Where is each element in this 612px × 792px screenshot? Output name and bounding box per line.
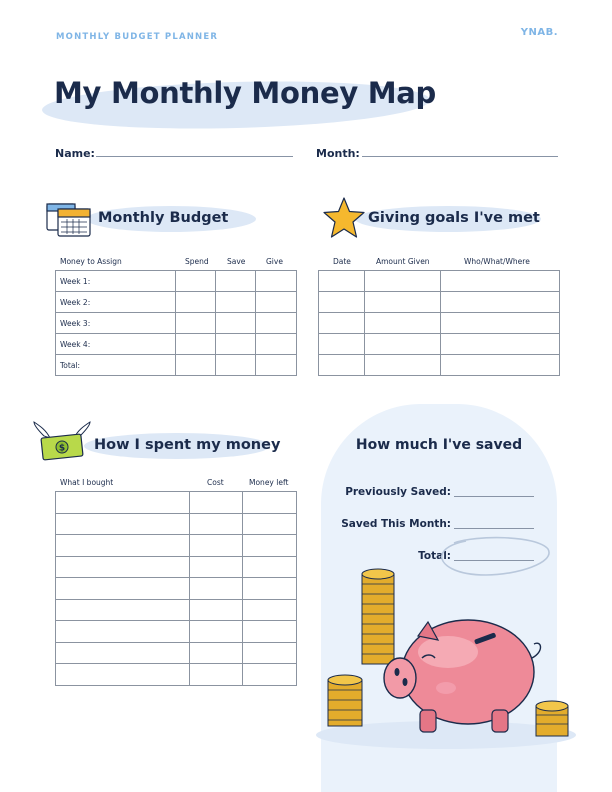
table-row [319, 271, 560, 292]
month-field[interactable] [362, 156, 558, 157]
page-title: My Monthly Money Map [54, 76, 437, 110]
giving-title: Giving goals I've met [368, 210, 540, 226]
month-label: Month: [316, 147, 360, 160]
table-row [56, 334, 297, 355]
spent-title: How I spent my money [94, 437, 281, 453]
star-icon [322, 196, 366, 240]
table-row [56, 513, 297, 535]
spent-col-left: Money left [249, 478, 289, 487]
budget-col-save: Save [227, 257, 246, 266]
brand-logo: YNAB. [520, 27, 558, 38]
table-row [56, 578, 297, 600]
spent-col-cost: Cost [207, 478, 224, 487]
budget-row-label: Week 1: [56, 271, 176, 292]
budget-row-label: Total: [56, 355, 176, 376]
saved-title: How much I've saved [355, 437, 523, 453]
table-row [319, 355, 560, 376]
spent-table [55, 491, 297, 686]
budget-title: Monthly Budget [98, 210, 229, 226]
table-row [319, 292, 560, 313]
table-row [319, 334, 560, 355]
coin-stack-icon [362, 569, 394, 664]
table-row [56, 492, 297, 514]
giving-table [318, 270, 560, 376]
budget-col-spend: Spend [185, 257, 209, 266]
total-saved-label: Total: [418, 550, 451, 562]
budget-table [55, 270, 297, 376]
table-row [56, 664, 297, 686]
budget-row-label: Week 2: [56, 292, 176, 313]
name-field[interactable] [96, 156, 293, 157]
budget-row-label: Week 4: [56, 334, 176, 355]
svg-text:$: $ [58, 443, 66, 454]
table-row [56, 271, 297, 292]
previously-saved-field[interactable] [454, 496, 534, 497]
table-row [56, 355, 297, 376]
piggy-bank-illustration [296, 560, 580, 792]
table-row [56, 556, 297, 578]
flying-money-icon [32, 420, 92, 464]
table-row [56, 642, 297, 664]
budget-col-give: Give [266, 257, 283, 266]
table-row [56, 621, 297, 643]
name-label: Name: [55, 147, 95, 160]
spent-col-what: What I bought [60, 478, 114, 487]
budget-row-label: Week 3: [56, 313, 176, 334]
table-row [56, 292, 297, 313]
saved-this-month-field[interactable] [454, 528, 534, 529]
giving-col-amount: Amount Given [376, 257, 430, 266]
saved-this-month-label: Saved This Month: [341, 518, 451, 530]
budget-col-money: Money to Assign [60, 257, 122, 266]
giving-col-who: Who/What/Where [464, 257, 530, 266]
table-row [319, 313, 560, 334]
table-row [56, 313, 297, 334]
previously-saved-label: Previously Saved: [345, 486, 451, 498]
table-row [56, 599, 297, 621]
giving-col-date: Date [333, 257, 351, 266]
table-row [56, 535, 297, 557]
calendar-icon [46, 200, 94, 238]
planner-eyebrow: MONTHLY BUDGET PLANNER [56, 32, 219, 42]
